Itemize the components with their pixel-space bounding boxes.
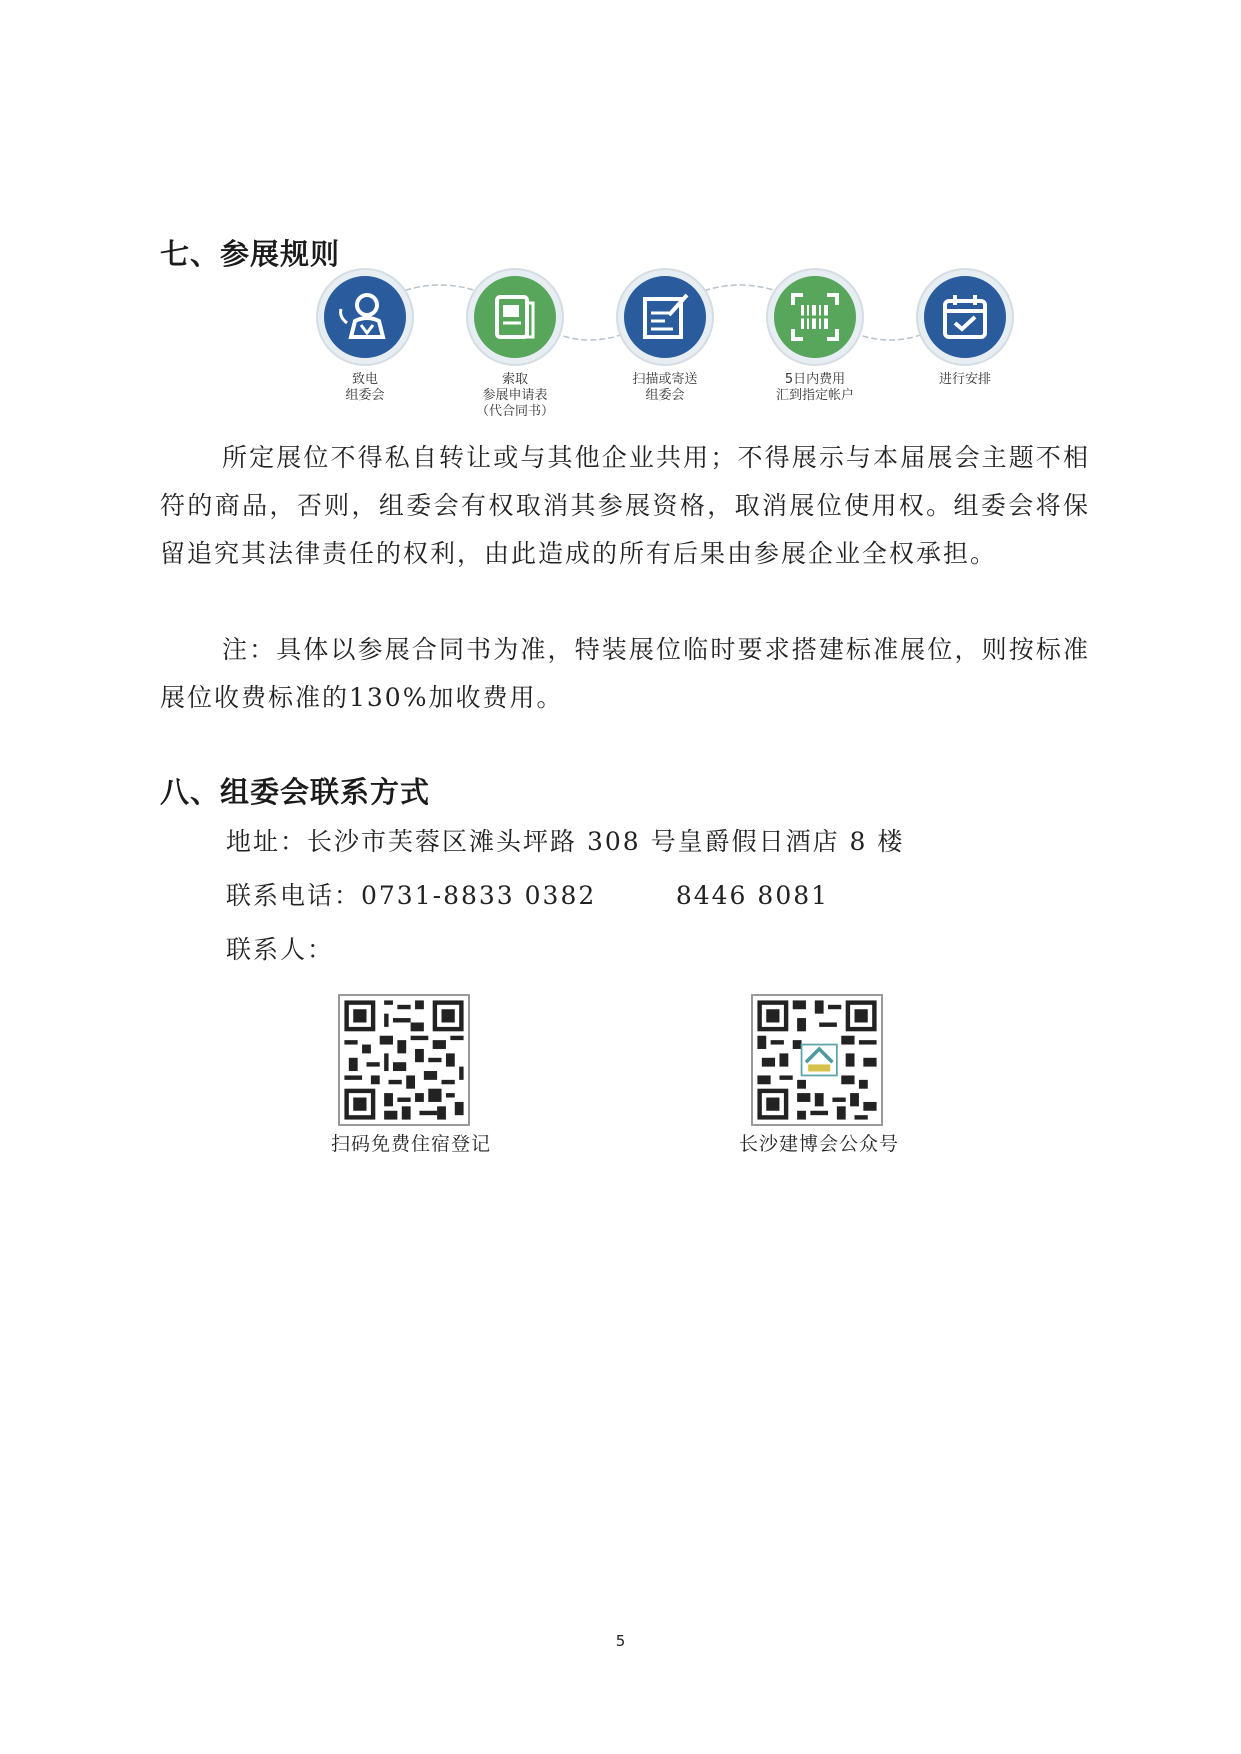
- rules-paragraph: 所定展位不得私自转让或与其他企业共用；不得展示与本届展会主题不相符的商品，否则，组委会有权取消其参展资格，取消展位使用权。组委会将保留追究其法律责任的权利，由此造成的所有后果由参展企业全权承担。: [160, 443, 1090, 568]
- step-label: 致电 组委会: [345, 372, 385, 403]
- address-line: 地址：长沙市芙蓉区滩头坪路 308 号皇爵假日酒店 8 楼: [226, 827, 905, 856]
- phone-person-icon: [318, 270, 412, 364]
- step-arrangement: [890, 270, 1040, 388]
- step-label: 进行安排: [938, 372, 991, 387]
- section-7-title: 七、参展规则: [160, 237, 341, 271]
- step-request-form: [440, 270, 590, 420]
- section-8-title: 八、组委会联系方式: [160, 775, 431, 809]
- edit-document-icon: [618, 270, 712, 364]
- contact-line: 联系人：: [226, 935, 335, 964]
- calendar-check-icon: [918, 270, 1012, 364]
- qr-caption-official-account: 长沙建博会公众号: [739, 1133, 900, 1155]
- qr-code-icon: [751, 994, 883, 1126]
- document-icon: [468, 270, 562, 364]
- step-call: [290, 270, 440, 404]
- qr-code-icon: [338, 994, 470, 1126]
- barcode-scan-icon: [768, 270, 862, 364]
- step-label: 索取 参展申请表 （代合同书）: [475, 372, 554, 419]
- page-number: 5: [615, 1632, 626, 1650]
- step-label: 5日内费用 汇到指定帐户: [775, 372, 854, 403]
- note-paragraph: 注：具体以参展合同书为准，特装展位临时要求搭建标准展位，则按标准展位收费标准的130%加收费用。: [160, 635, 1090, 712]
- step-label: 扫描或寄送 组委会: [632, 372, 698, 403]
- phone-line: 联系电话：0731-8833 0382 8446 8081: [226, 881, 830, 910]
- process-steps: [290, 270, 1050, 430]
- step-payment: [740, 270, 890, 404]
- qr-caption-accommodation: 扫码免费住宿登记: [331, 1133, 492, 1155]
- step-scan-send: [590, 270, 740, 404]
